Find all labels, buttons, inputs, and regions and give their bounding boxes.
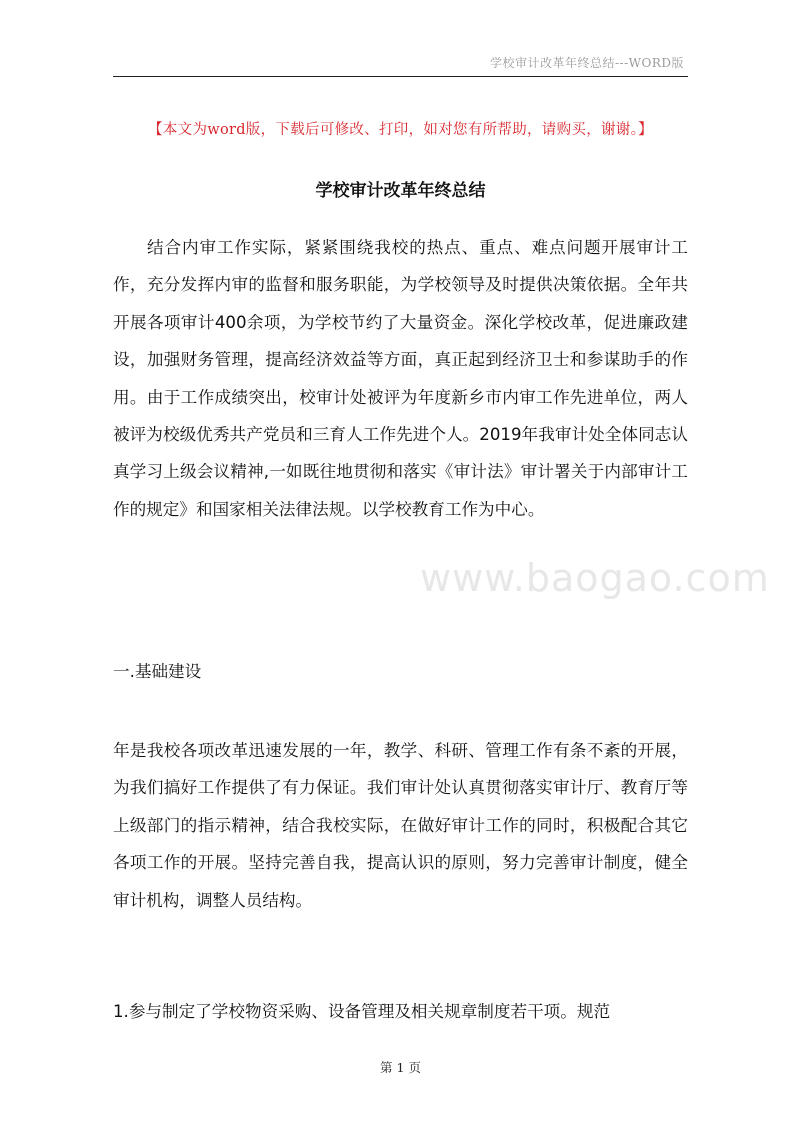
header-divider xyxy=(113,76,688,77)
running-header: 学校审计改革年终总结---WORD版 xyxy=(490,56,684,70)
purchase-notice: 【本文为word版，下载后可修改、打印，如对您有所帮助，请购买，谢谢。】 xyxy=(148,122,653,138)
watermark-text: www.baogao.com xyxy=(420,556,770,600)
section-heading-basic-construction: 一.基础建设 xyxy=(113,662,202,681)
intro-paragraph: 结合内审工作实际，紧紧围绕我校的热点、重点、难点问题开展审计工作，充分发挥内审的监督和服务职能，为学校领导及时提供决策依据。全年共开展各项审计400余项，为学校节约了大量资金。深化学校改革，促进廉政建设，加强财务管理，提高经济效益等方面，真正起到经济卫士和参谋助手的作用。由于工作成绩突出，校审计处被评为年度新乡市内审工作先进单位，两人被评为校级优秀共产党员和三育人工作先进个人。2019年我审计处全体同志认真学习上级会议精神,一如既往地贯彻和落实《审计法》审计署关于内部审计工作的规定》和国家相关法律法规。以学校教育工作为中心。 xyxy=(113,238,688,519)
list-item-1: 1.参与制定了学校物资采购、设备管理及相关规章制度若干项。规范 xyxy=(113,1002,611,1021)
section-body-paragraph: 年是我校各项改革迅速发展的一年，教学、科研、管理工作有条不紊的开展，为我们搞好工作提供了有力保证。我们审计处认真贯彻落实审计厅、教育厅等上级部门的指示精神，结合我校实际，在做好审计工作的同时，积极配合其它各项工作的开展。坚持完善自我，提高认识的原则，努力完善审计制度，健全审计机构，调整人员结构。 xyxy=(113,741,688,910)
page-number: 第 1 页 xyxy=(380,1060,421,1075)
document-title: 学校审计改革年终总结 xyxy=(315,181,486,201)
